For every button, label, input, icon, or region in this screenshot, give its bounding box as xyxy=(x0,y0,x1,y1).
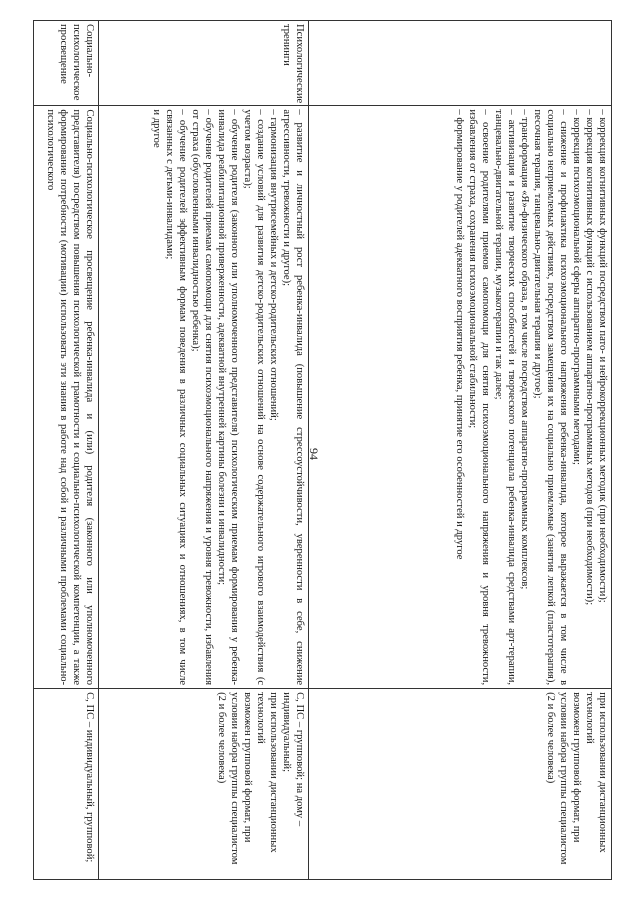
service-format-cell xyxy=(99,689,309,880)
rotated-table-wrapper xyxy=(40,20,612,880)
service-content-cell xyxy=(309,106,612,689)
service-name-cell: Социально-психологическое просвещение xyxy=(34,21,99,106)
list-item: – обучение родителя (законного или уполномоченного представителя) психологическим приемам формирования у ребенка-инвалида реабилитационной приверженности, адекватной внутренней картины болезни и инвалидности; xyxy=(215,109,240,686)
list-item: – активизация и развитие творческих способностей и творческого потенциала ребенка-инвалида средствами арт-терапии, танцевально-двигательной терапии, музыкотерапии и так далее; xyxy=(492,109,517,686)
format-line: при использовании дистанционных технологий xyxy=(254,692,279,853)
list-item: – обучение родителей приемам самопомощи для снятия психоэмоционального напряжения и уровня тревожности, избавления от страха (обусловленными инвалидностью ребенка); xyxy=(189,109,214,686)
list-item: – снижение и профилактика психоэмоционального напряжения ребенка-инвалида, которое выражается в том числе в социально неприемлемых действиях, посредством замещения их на социально приемлемые (занятия лепкой (пластотерапия), песочная терапия, танцевально-двигательная терапия и другое); xyxy=(531,109,569,686)
list-item: – создание условий для развития детско-родительских отношений на основе содержательного игрового взаимодействия (с учетом возраста); xyxy=(241,109,266,686)
list-item: и другое xyxy=(150,109,162,148)
format-line: возможен групповой формат, при условии набора группы специалистом xyxy=(557,692,582,865)
list-item: – коррекция психоэмоциональной сферы аппаратно-программными методами; xyxy=(570,109,582,465)
format-line: возможен групповой формат, при условии набора группы специалистом xyxy=(228,692,253,865)
list-item: – трансформация «Я»-физического образа, в том числе посредством аппаратно-программных комплексов; xyxy=(518,109,530,590)
format-line: (2 и более человека) xyxy=(544,692,556,784)
list-item: – коррекция когнитивных функций посредством пато- и нейрокоррекционных методик (при необходимости); xyxy=(597,109,608,603)
list-item: – гармонизация внутрисемейных и детско-родительских отношений; xyxy=(267,109,279,421)
service-name-cell: Психологические тренинги xyxy=(99,21,309,106)
table-row xyxy=(309,21,612,880)
service-content-cell xyxy=(34,106,99,689)
list-item: – коррекция когнитивных функций с использованием аппаратно-программных методов (при необходимости); xyxy=(583,109,595,606)
list-item: Социально-психологическое просвещение ребенка-инвалида и (или) родителя (законного или уполномоченного представителя) посредством повышения психологической грамотности и социально-психологической компетенции, а также формирование потребности (мотивации) использовать эти знания в работе над собой и различными проблемами социально-психологического xyxy=(44,109,95,686)
format-line: С, ПС – групповой; на дому – индивидуальный; xyxy=(280,692,305,827)
services-table xyxy=(33,20,612,880)
service-format-cell xyxy=(34,689,99,880)
table-row xyxy=(99,21,309,880)
service-format-cell xyxy=(309,689,612,880)
format-line: С, ПС – индивидуальный, групповой; xyxy=(84,692,95,863)
service-content-cell xyxy=(99,106,309,689)
list-item: – освоение родителями приемов самопомощи для снятия психоэмоционального напряжения и уровня тревожности, избавления от страха, сохранения психоэмоциональной стабильности; xyxy=(466,109,491,686)
service-name-cell xyxy=(309,21,612,106)
list-item: – формирование у родителей адекватного восприятия ребенка, принятие его особенностей и другое xyxy=(453,109,465,560)
format-line: при использовании дистанционных технологий xyxy=(583,692,608,853)
table-row xyxy=(34,21,99,880)
page-number: 94 xyxy=(307,448,321,460)
format-line: (2 и более человека) xyxy=(215,692,227,784)
list-item: – развитие и личностный рост ребенка-инвалида (повышение стрессоустойчивости, уверенности в себе, снижение агрессивности, тревожности и другое); xyxy=(280,109,305,686)
list-item: – обучение родителей эффективным формам поведения в различных социальных ситуациях и отношениях, в том числе связанных с детьми-инвалидами; xyxy=(163,109,188,686)
